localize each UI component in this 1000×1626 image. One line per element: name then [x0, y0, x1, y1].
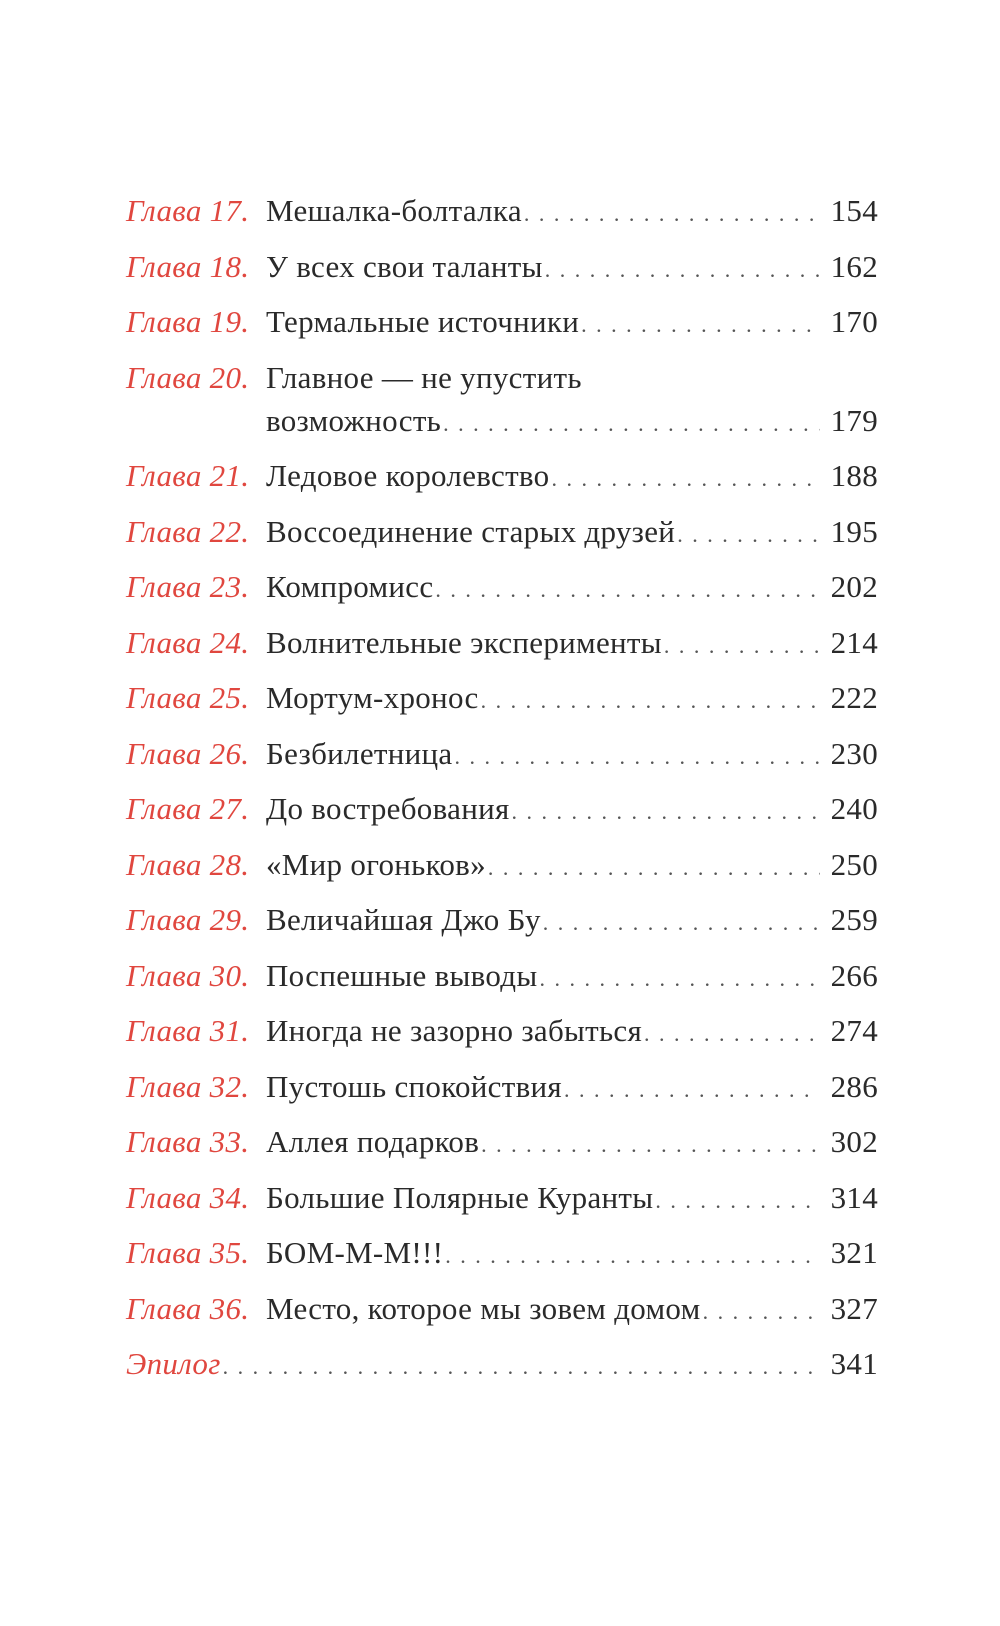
dot-leader	[454, 744, 820, 770]
toc-entry-31[interactable]	[126, 1013, 878, 1069]
toc-entry-26[interactable]	[126, 736, 878, 792]
dot-leader	[223, 1354, 820, 1380]
chapter-title: Иногда не зазорно забыться	[266, 1013, 643, 1048]
page-number: 274	[830, 1013, 878, 1048]
chapter-label: Глава 28.	[126, 846, 250, 882]
chapter-title: Термальные источники	[266, 304, 580, 339]
chapter-title: «Мир огоньков»	[266, 846, 486, 882]
chapter-title-continuation: возможность	[266, 402, 442, 438]
chapter-title: До востребования	[266, 791, 510, 826]
chapter-label: Глава 23.	[126, 569, 250, 604]
toc-entry-22[interactable]	[126, 514, 878, 570]
chapter-label: Глава 29.	[126, 902, 250, 937]
chapter-title: Мешалка-болталка	[266, 193, 522, 228]
toc-entry-17[interactable]	[126, 193, 878, 249]
dot-leader	[443, 411, 820, 437]
dot-leader	[655, 1188, 820, 1214]
chapter-title: Безбилетница	[266, 735, 453, 771]
dot-leader	[512, 799, 820, 825]
page-number: 214	[830, 624, 878, 660]
chapter-label: Глава 27.	[126, 791, 250, 826]
chapter-label: Глава 18.	[126, 248, 250, 284]
chapter-title: Большие Полярные Куранты	[266, 1179, 654, 1215]
chapter-title: Компромисс	[266, 569, 434, 604]
page-number: 230	[830, 735, 878, 771]
dot-leader	[543, 910, 820, 936]
toc-entry-18[interactable]	[126, 249, 878, 305]
chapter-label: Глава 19.	[126, 304, 250, 339]
chapter-title: Волнительные эксперименты	[266, 624, 662, 660]
page-number: 195	[830, 513, 878, 549]
chapter-title: Аллея подарков	[266, 1124, 480, 1159]
toc-entry-25[interactable]	[126, 680, 878, 736]
toc-entry-35[interactable]	[126, 1235, 878, 1291]
chapter-label: Глава 24.	[126, 624, 250, 660]
toc-entry-20-continuation[interactable]	[126, 403, 878, 459]
page-number: 179	[830, 402, 878, 438]
chapter-title: Поспешные выводы	[266, 957, 538, 993]
dot-leader	[677, 522, 820, 548]
chapter-label: Глава 32.	[126, 1068, 250, 1104]
chapter-title: Ледовое королевство	[266, 458, 550, 493]
page-number: 162	[830, 248, 878, 284]
toc-entry-36[interactable]	[126, 1291, 878, 1347]
chapter-label: Глава 25.	[126, 680, 250, 715]
dot-leader	[435, 577, 820, 603]
chapter-label: Глава 17.	[126, 193, 250, 228]
chapter-label: Глава 34.	[126, 1179, 250, 1215]
chapter-label: Глава 31.	[126, 1013, 250, 1048]
page-number: 170	[830, 304, 878, 339]
toc-entry-20[interactable]	[126, 360, 878, 403]
chapter-label: Глава 20.	[126, 359, 250, 395]
dot-leader	[644, 1021, 820, 1047]
toc-entry-29[interactable]	[126, 902, 878, 958]
dot-leader	[545, 257, 820, 283]
chapter-label: Глава 33.	[126, 1124, 250, 1159]
chapter-label: Глава 36.	[126, 1290, 250, 1326]
dot-leader	[551, 466, 820, 492]
toc-entry-23[interactable]	[126, 569, 878, 625]
toc-entry-34[interactable]	[126, 1180, 878, 1236]
toc-entry-19[interactable]	[126, 304, 878, 360]
toc-entry-30[interactable]	[126, 958, 878, 1014]
chapter-title: Мортум-хронос	[266, 680, 479, 715]
chapter-label: Глава 26.	[126, 735, 250, 771]
dot-leader	[481, 688, 820, 714]
page-number: 327	[830, 1290, 878, 1326]
epilogue-label: Эпилог	[126, 1346, 221, 1381]
table-of-contents	[126, 193, 878, 1402]
dot-leader	[488, 855, 820, 881]
dot-leader	[481, 1132, 820, 1158]
page-number: 222	[830, 680, 878, 715]
toc-entry-24[interactable]	[126, 625, 878, 681]
toc-entry-32[interactable]	[126, 1069, 878, 1125]
toc-entry-28[interactable]	[126, 847, 878, 903]
page-number: 188	[830, 458, 878, 493]
page-number: 341	[830, 1346, 878, 1381]
chapter-title: Воссоединение старых друзей	[266, 513, 676, 549]
chapter-label: Глава 21.	[126, 458, 250, 493]
chapter-label: Глава 35.	[126, 1235, 250, 1270]
page-number: 250	[830, 846, 878, 882]
chapter-title: Главное — не упустить	[266, 359, 582, 395]
toc-entry-33[interactable]	[126, 1124, 878, 1180]
page-number: 321	[830, 1235, 878, 1270]
chapter-title: У всех свои таланты	[266, 248, 543, 284]
chapter-title: Пустошь спокойствия	[266, 1068, 562, 1104]
dot-leader	[703, 1299, 820, 1325]
chapter-title: БОМ-М-М!!!	[266, 1235, 444, 1270]
chapter-label: Глава 22.	[126, 513, 250, 549]
toc-entry-21[interactable]	[126, 458, 878, 514]
dot-leader	[581, 312, 820, 338]
page-number: 266	[830, 957, 878, 993]
toc-entry-27[interactable]	[126, 791, 878, 847]
page-number: 154	[830, 193, 878, 228]
chapter-label: Глава 30.	[126, 957, 250, 993]
page-number: 259	[830, 902, 878, 937]
chapter-title: Место, которое мы зовем домом	[266, 1290, 701, 1326]
page-number: 302	[830, 1124, 878, 1159]
page-number: 286	[830, 1068, 878, 1104]
dot-leader	[524, 201, 820, 227]
dot-leader	[445, 1243, 820, 1269]
dot-leader	[539, 966, 820, 992]
dot-leader	[564, 1077, 820, 1103]
toc-entry-epilogue[interactable]	[126, 1346, 878, 1402]
page-number: 240	[830, 791, 878, 826]
dot-leader	[664, 633, 820, 659]
chapter-title: Величайшая Джо Бу	[266, 902, 541, 937]
page-number: 314	[830, 1179, 878, 1215]
page-number: 202	[830, 569, 878, 604]
